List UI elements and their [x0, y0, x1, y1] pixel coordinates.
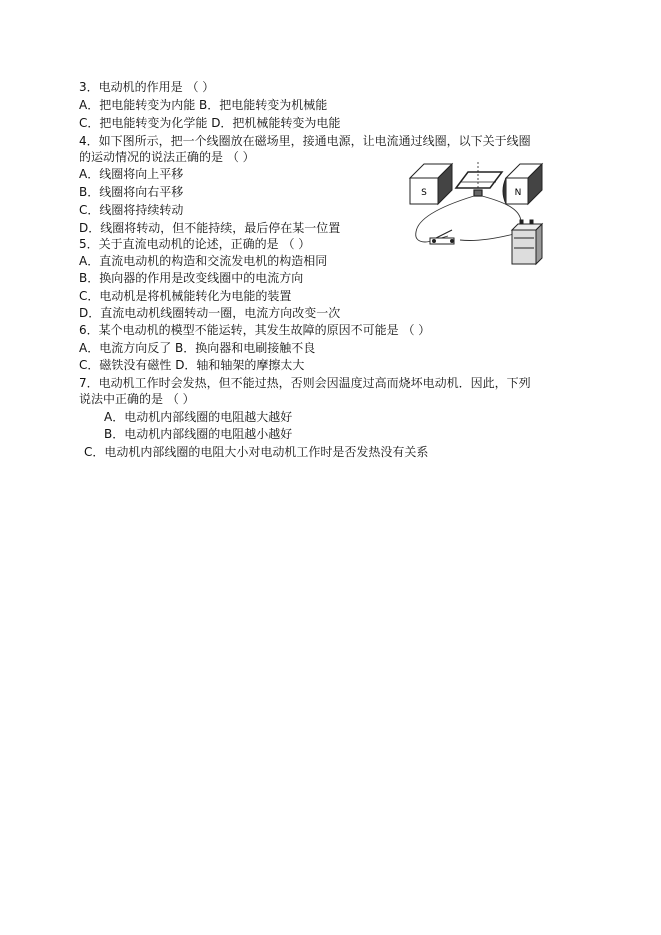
q4-option-c: C．线圈将持续转动 — [79, 203, 184, 217]
q5-stem: 5．关于直流电动机的论述，正确的是 （ ） — [79, 237, 311, 251]
q6-options-ab: A．电流方向反了 B．换向器和电刷接触不良 — [79, 341, 316, 355]
q7-option-a: A．电动机内部线圈的电阻越大越好 — [104, 410, 293, 424]
q5-option-a: A．直流电动机的构造和交流发电机的构造相同 — [79, 254, 328, 268]
q5-option-d: D．直流电动机线圈转动一圈，电流方向改变一次 — [79, 306, 341, 320]
q3-options-cd: C．把电能转变为化学能 D．把机械能转变为电能 — [79, 116, 341, 130]
q7-stem-line1: 7．电动机工作时会发热，但不能过热，否则会因温度过高而烧坏电动机．因此，下列 — [79, 376, 531, 390]
q7-stem-line2: 说法中正确的是 （ ） — [79, 392, 195, 406]
motor-coil-diagram — [408, 158, 544, 274]
q4-option-d: D．线圈将转动，但不能持续，最后停在某一位置 — [79, 221, 341, 235]
q4-stem-line2: 的运动情况的说法正确的是 （ ） — [79, 150, 255, 164]
magnet-s — [410, 164, 452, 204]
q3-stem: 3．电动机的作用是 （ ） — [79, 80, 215, 94]
q3-options-ab: A．把电能转变为内能 B．把电能转变为机械能 — [79, 98, 328, 112]
coil — [456, 162, 502, 196]
q5-option-c: C．电动机是将机械能转化为电能的装置 — [79, 289, 292, 303]
q7-option-c: C．电动机内部线圈的电阻大小对电动机工作时是否发热没有关系 — [84, 445, 429, 459]
magnet-s-label: S — [421, 188, 427, 198]
q6-options-cd: C．磁铁没有磁性 D．轴和轴架的摩擦太大 — [79, 358, 305, 372]
q4-option-b: B．线圈将向右平移 — [79, 185, 184, 199]
switch — [430, 230, 454, 244]
q4-option-a: A．线圈将向上平移 — [79, 167, 184, 181]
magnet-n-label: N — [514, 188, 522, 198]
q6-stem: 6．某个电动机的模型不能运转，其发生故障的原因不可能是 （ ） — [79, 323, 431, 337]
q7-option-b: B．电动机内部线圈的电阻越小越好 — [104, 427, 293, 441]
battery — [512, 220, 542, 264]
magnet-n — [503, 164, 542, 204]
q5-option-b: B．换向器的作用是改变线圈中的电流方向 — [79, 271, 304, 285]
q4-stem-line1: 4．如下图所示，把一个线圈放在磁场里，接通电源，让电流通过线圈，以下关于线圈 — [79, 134, 531, 148]
